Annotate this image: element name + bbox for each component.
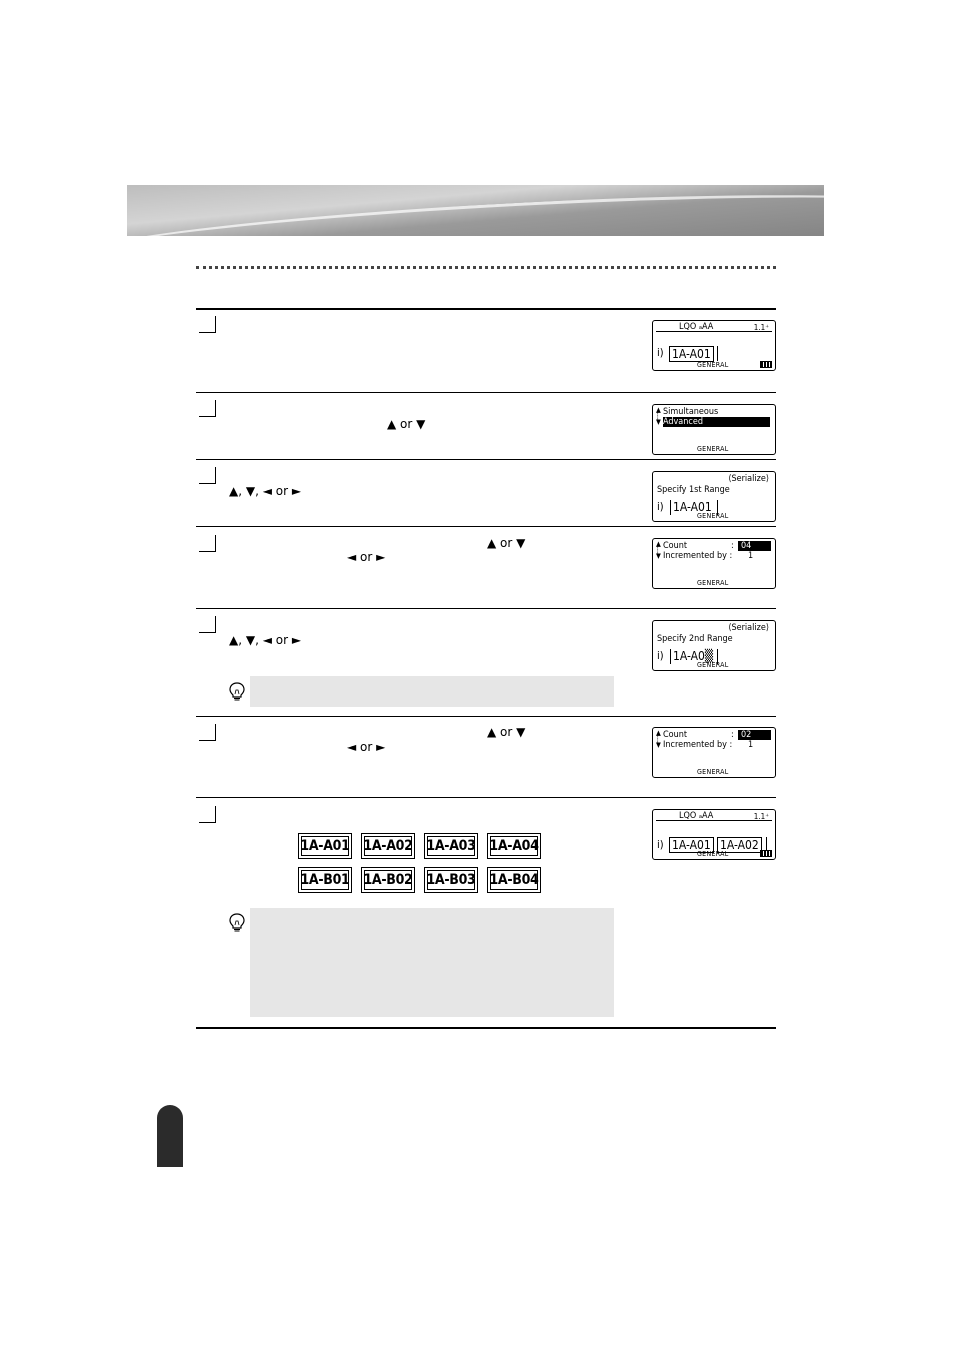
lcd-footer: GENERAL (697, 850, 729, 858)
row-divider (196, 797, 776, 798)
lcd-screen-count-1 (652, 538, 776, 589)
lcd-footer: GENERAL (697, 661, 729, 669)
lcd-label-text: 1A-A01 (673, 500, 712, 514)
label-sample: 1A-B03 (424, 867, 478, 893)
lcd-footer: GENERAL (697, 768, 729, 776)
lcd-count-value: 04 (738, 541, 771, 551)
lcd-page-indicator: 1.1⁺ (753, 812, 769, 821)
lcd-screen-serialize-2 (652, 620, 776, 671)
lcd-title: ⟨Serialize⟩ (728, 623, 769, 633)
label-sample: 1A-A03 (424, 833, 478, 859)
lcd-count-label: Count (663, 541, 688, 551)
row-divider (196, 526, 776, 527)
lcd-page-indicator: 1.1⁺ (753, 323, 769, 332)
lcd-info-icon: i) (657, 346, 664, 359)
chapter-banner (127, 185, 824, 236)
lcd-count-label: Count (663, 730, 688, 740)
arrow-keys-hint: ▲ or ▼ (487, 536, 526, 550)
label-sample: 1A-B04 (487, 867, 541, 893)
lcd-cursor (717, 346, 718, 361)
step-marker-5 (199, 616, 216, 633)
lcd-info-icon: i) (657, 649, 664, 662)
arrow-keys-hint: ◄ or ► (347, 550, 386, 564)
label-sample: 1A-A02 (361, 833, 415, 859)
row-divider (196, 392, 776, 393)
tip-box (250, 676, 614, 707)
lcd-label-text: 1A-A0▒ (673, 649, 714, 663)
lcd-header: LQO ₐAA (679, 811, 714, 821)
tip-box (250, 908, 614, 1017)
row-divider (196, 459, 776, 460)
lcd-increment-value: 1 (748, 740, 754, 750)
step-marker-3 (199, 467, 216, 484)
lcd-colon: : (731, 730, 734, 740)
page-tab-marker (157, 1105, 183, 1167)
scroll-arrows-icon: ▲ ┆ ▼ (656, 729, 661, 749)
lcd-header: LQO ₐAA (679, 322, 714, 332)
lightbulb-icon (229, 913, 245, 933)
label-sample: 1A-A04 (487, 833, 541, 859)
step-marker-7 (199, 806, 216, 823)
lcd-screen-menu (652, 404, 776, 455)
step-marker-4 (199, 535, 216, 552)
section-divider (196, 266, 776, 269)
row-divider (196, 608, 776, 609)
label-sample: 1A-B01 (298, 867, 352, 893)
lcd-footer: GENERAL (697, 512, 729, 520)
lcd-count-value: 02 (738, 730, 771, 740)
step-marker-2 (199, 400, 216, 417)
table-top-rule (196, 308, 776, 310)
row-divider (196, 716, 776, 717)
battery-icon (760, 361, 772, 368)
lcd-footer: GENERAL (697, 579, 729, 587)
table-bottom-rule (196, 1027, 776, 1029)
lcd-info-icon: i) (657, 838, 664, 851)
lcd-footer: GENERAL (697, 361, 729, 369)
battery-icon (760, 850, 772, 857)
lcd-screen-result (652, 809, 776, 860)
lcd-prompt: Specify 2nd Range (657, 634, 733, 644)
lcd-info-icon: i) (657, 500, 664, 513)
scroll-arrows-icon: ▲ ┆ ▼ (656, 406, 661, 426)
lcd-screen-count-2 (652, 727, 776, 778)
lcd-screen-text-entry (652, 320, 776, 371)
arrow-keys-hint: ▲ or ▼ (387, 417, 426, 431)
arrow-keys-hint: ▲, ▼, ◄ or ► (229, 633, 302, 647)
lcd-screen-serialize-1 (652, 471, 776, 522)
step-marker-1 (199, 316, 216, 333)
lcd-increment-label: Incremented by : (663, 551, 733, 561)
lcd-footer: GENERAL (697, 445, 729, 453)
lcd-title: ⟨Serialize⟩ (728, 474, 769, 484)
lcd-label-block: 1A-A01 (669, 837, 714, 853)
lcd-increment-value: 1 (748, 551, 754, 561)
lcd-increment-label: Incremented by : (663, 740, 733, 750)
lcd-colon: : (731, 541, 734, 551)
arrow-keys-hint: ▲, ▼, ◄ or ► (229, 484, 302, 498)
scroll-arrows-icon: ▲ ┆ ▼ (656, 540, 661, 560)
lcd-label-block: 1A-A01 (669, 346, 714, 362)
arrow-keys-hint: ◄ or ► (347, 740, 386, 754)
lcd-menu-item: Simultaneous (663, 407, 719, 417)
lcd-label-block: 1A-A02 (717, 837, 762, 853)
step-marker-6 (199, 724, 216, 741)
lcd-prompt: Specify 1st Range (657, 485, 730, 495)
lcd-menu-item-selected: Advanced (663, 417, 770, 427)
label-sample: 1A-A01 (298, 833, 352, 859)
arrow-keys-hint: ▲ or ▼ (487, 725, 526, 739)
lightbulb-icon (229, 682, 245, 702)
label-sample: 1A-B02 (361, 867, 415, 893)
